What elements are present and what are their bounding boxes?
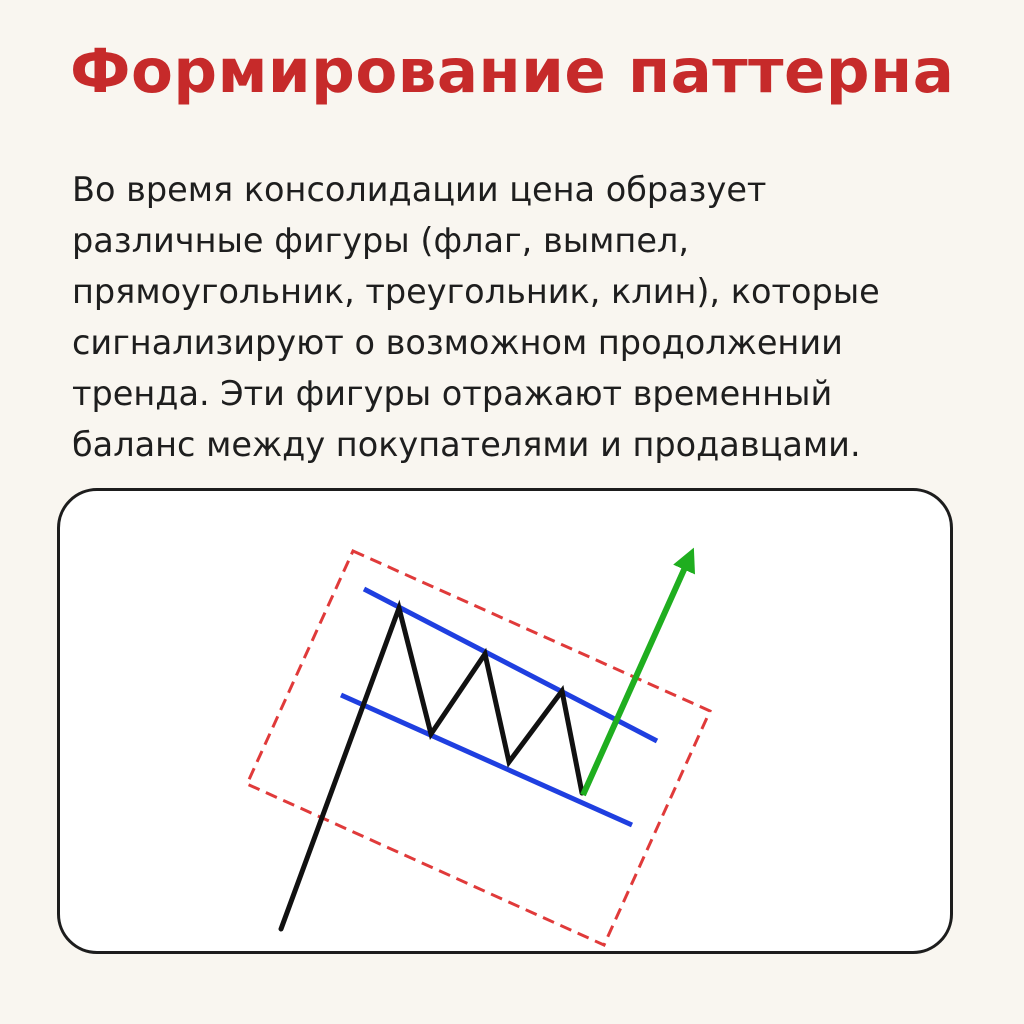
price-line — [281, 608, 582, 929]
upper-channel-line — [364, 589, 657, 741]
diagram-card — [57, 488, 953, 954]
consolidation-frame — [247, 551, 710, 945]
description-line-4: сигнализируют о возможном продолжении — [72, 323, 843, 362]
description-line-2: различные фигуры (флаг, вымпел, — [72, 221, 689, 260]
description-line-5: тренда. Эти фигуры отражают временный — [72, 374, 833, 413]
description-line-3: прямоугольник, треугольник, клин), которые — [72, 272, 880, 311]
description-line-1: Во время консолидации цена образует — [72, 170, 767, 209]
breakout-arrow — [583, 563, 687, 795]
description-line-6: баланс между покупателями и продавцами. — [72, 425, 861, 464]
description-text — [72, 164, 972, 470]
flag-pattern-diagram — [60, 491, 950, 951]
page-title: Формирование паттерна — [70, 36, 955, 107]
lower-channel-line — [341, 695, 632, 825]
